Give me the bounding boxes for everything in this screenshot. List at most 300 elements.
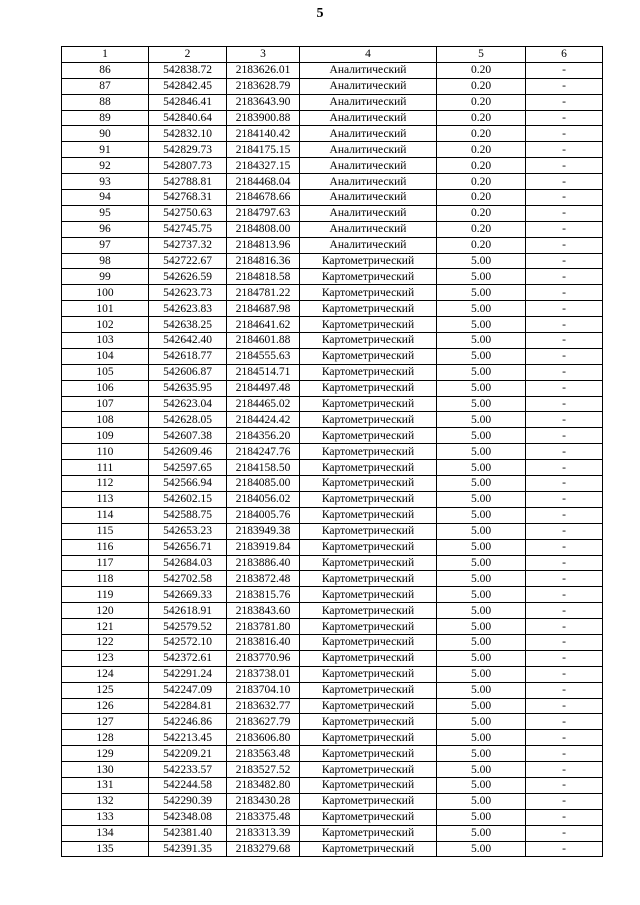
y-coordinate-cell: 2184056.02: [227, 491, 300, 507]
accuracy-cell: 0.20: [437, 190, 526, 206]
method-cell: Картометрический: [300, 619, 437, 635]
point-number-cell: 133: [62, 809, 149, 825]
note-cell: -: [526, 682, 603, 698]
accuracy-cell: 5.00: [437, 317, 526, 333]
table-header: [62, 47, 603, 63]
table-body: [62, 62, 603, 857]
x-coordinate-cell: 542233.57: [149, 762, 227, 778]
method-cell: Аналитический: [300, 126, 437, 142]
point-number-cell: 113: [62, 491, 149, 507]
note-cell: -: [526, 793, 603, 809]
x-coordinate-cell: 542247.09: [149, 682, 227, 698]
table-row: [62, 777, 603, 793]
note-cell: -: [526, 539, 603, 555]
table-row: [62, 730, 603, 746]
method-cell: Картометрический: [300, 666, 437, 682]
method-cell: Картометрический: [300, 809, 437, 825]
table-row: [62, 126, 603, 142]
accuracy-cell: 0.20: [437, 221, 526, 237]
accuracy-cell: 0.20: [437, 94, 526, 110]
x-coordinate-cell: 542566.94: [149, 476, 227, 492]
table-row: [62, 221, 603, 237]
header-cell-6: 6: [526, 47, 603, 63]
method-cell: Аналитический: [300, 158, 437, 174]
note-cell: -: [526, 714, 603, 730]
x-coordinate-cell: 542684.03: [149, 555, 227, 571]
accuracy-cell: 5.00: [437, 746, 526, 762]
point-number-cell: 129: [62, 746, 149, 762]
accuracy-cell: 5.00: [437, 333, 526, 349]
note-cell: -: [526, 221, 603, 237]
method-cell: Картометрический: [300, 746, 437, 762]
accuracy-cell: 5.00: [437, 301, 526, 317]
table-row: [62, 78, 603, 94]
method-cell: Картометрический: [300, 317, 437, 333]
y-coordinate-cell: 2183430.28: [227, 793, 300, 809]
y-coordinate-cell: 2183816.40: [227, 634, 300, 650]
point-number-cell: 118: [62, 571, 149, 587]
point-number-cell: 116: [62, 539, 149, 555]
table-row: [62, 301, 603, 317]
table-row: [62, 110, 603, 126]
note-cell: -: [526, 746, 603, 762]
accuracy-cell: 5.00: [437, 396, 526, 412]
header-cell-3: 3: [227, 47, 300, 63]
note-cell: -: [526, 333, 603, 349]
point-number-cell: 132: [62, 793, 149, 809]
y-coordinate-cell: 2183919.84: [227, 539, 300, 555]
method-cell: Картометрический: [300, 714, 437, 730]
header-row: [62, 47, 603, 63]
point-number-cell: 90: [62, 126, 149, 142]
y-coordinate-cell: 2183843.60: [227, 603, 300, 619]
x-coordinate-cell: 542642.40: [149, 333, 227, 349]
table-row: [62, 762, 603, 778]
x-coordinate-cell: 542829.73: [149, 142, 227, 158]
table-row: [62, 333, 603, 349]
note-cell: -: [526, 634, 603, 650]
x-coordinate-cell: 542213.45: [149, 730, 227, 746]
point-number-cell: 115: [62, 523, 149, 539]
table-row: [62, 793, 603, 809]
point-number-cell: 102: [62, 317, 149, 333]
note-cell: -: [526, 650, 603, 666]
x-coordinate-cell: 542722.67: [149, 253, 227, 269]
table-row: [62, 190, 603, 206]
table-row: [62, 666, 603, 682]
table-row: [62, 555, 603, 571]
table-row: [62, 142, 603, 158]
x-coordinate-cell: 542702.58: [149, 571, 227, 587]
x-coordinate-cell: 542290.39: [149, 793, 227, 809]
note-cell: -: [526, 94, 603, 110]
note-cell: -: [526, 301, 603, 317]
point-number-cell: 120: [62, 603, 149, 619]
note-cell: -: [526, 205, 603, 221]
method-cell: Картометрический: [300, 698, 437, 714]
table-row: [62, 746, 603, 762]
y-coordinate-cell: 2183872.48: [227, 571, 300, 587]
note-cell: -: [526, 126, 603, 142]
y-coordinate-cell: 2184356.20: [227, 428, 300, 444]
method-cell: Картометрический: [300, 650, 437, 666]
y-coordinate-cell: 2183815.76: [227, 587, 300, 603]
accuracy-cell: 5.00: [437, 539, 526, 555]
x-coordinate-cell: 542846.41: [149, 94, 227, 110]
method-cell: Картометрический: [300, 301, 437, 317]
accuracy-cell: 5.00: [437, 634, 526, 650]
method-cell: Аналитический: [300, 205, 437, 221]
table-row: [62, 412, 603, 428]
accuracy-cell: 5.00: [437, 444, 526, 460]
accuracy-cell: 5.00: [437, 825, 526, 841]
point-number-cell: 108: [62, 412, 149, 428]
y-coordinate-cell: 2184497.48: [227, 380, 300, 396]
point-number-cell: 126: [62, 698, 149, 714]
header-cell-5: 5: [437, 47, 526, 63]
point-number-cell: 88: [62, 94, 149, 110]
point-number-cell: 105: [62, 364, 149, 380]
method-cell: Картометрический: [300, 762, 437, 778]
y-coordinate-cell: 2183900.88: [227, 110, 300, 126]
note-cell: -: [526, 158, 603, 174]
accuracy-cell: 0.20: [437, 205, 526, 221]
accuracy-cell: 0.20: [437, 174, 526, 190]
y-coordinate-cell: 2184247.76: [227, 444, 300, 460]
table-row: [62, 285, 603, 301]
note-cell: -: [526, 730, 603, 746]
method-cell: Картометрический: [300, 364, 437, 380]
x-coordinate-cell: 542606.87: [149, 364, 227, 380]
point-number-cell: 107: [62, 396, 149, 412]
method-cell: Аналитический: [300, 94, 437, 110]
accuracy-cell: 5.00: [437, 698, 526, 714]
x-coordinate-cell: 542842.45: [149, 78, 227, 94]
y-coordinate-cell: 2184555.63: [227, 348, 300, 364]
method-cell: Картометрический: [300, 777, 437, 793]
x-coordinate-cell: 542623.73: [149, 285, 227, 301]
table-row: [62, 380, 603, 396]
x-coordinate-cell: 542737.32: [149, 237, 227, 253]
y-coordinate-cell: 2184085.00: [227, 476, 300, 492]
note-cell: -: [526, 380, 603, 396]
note-cell: -: [526, 62, 603, 78]
point-number-cell: 104: [62, 348, 149, 364]
method-cell: Картометрический: [300, 603, 437, 619]
y-coordinate-cell: 2183313.39: [227, 825, 300, 841]
accuracy-cell: 5.00: [437, 269, 526, 285]
x-coordinate-cell: 542291.24: [149, 666, 227, 682]
x-coordinate-cell: 542623.83: [149, 301, 227, 317]
y-coordinate-cell: 2183886.40: [227, 555, 300, 571]
x-coordinate-cell: 542209.21: [149, 746, 227, 762]
method-cell: Картометрический: [300, 460, 437, 476]
method-cell: Картометрический: [300, 507, 437, 523]
note-cell: -: [526, 603, 603, 619]
table-row: [62, 825, 603, 841]
coordinates-table: [61, 46, 603, 857]
method-cell: Аналитический: [300, 62, 437, 78]
y-coordinate-cell: 2183626.01: [227, 62, 300, 78]
y-coordinate-cell: 2184797.63: [227, 205, 300, 221]
point-number-cell: 112: [62, 476, 149, 492]
table-row: [62, 714, 603, 730]
point-number-cell: 109: [62, 428, 149, 444]
table-row: [62, 205, 603, 221]
x-coordinate-cell: 542381.40: [149, 825, 227, 841]
table-row: [62, 174, 603, 190]
y-coordinate-cell: 2183527.52: [227, 762, 300, 778]
accuracy-cell: 5.00: [437, 348, 526, 364]
method-cell: Аналитический: [300, 110, 437, 126]
note-cell: -: [526, 587, 603, 603]
note-cell: -: [526, 523, 603, 539]
accuracy-cell: 5.00: [437, 523, 526, 539]
x-coordinate-cell: 542372.61: [149, 650, 227, 666]
x-coordinate-cell: 542348.08: [149, 809, 227, 825]
method-cell: Аналитический: [300, 190, 437, 206]
method-cell: Картометрический: [300, 269, 437, 285]
point-number-cell: 117: [62, 555, 149, 571]
table-row: [62, 571, 603, 587]
x-coordinate-cell: 542656.71: [149, 539, 227, 555]
note-cell: -: [526, 428, 603, 444]
x-coordinate-cell: 542391.35: [149, 841, 227, 857]
table-row: [62, 698, 603, 714]
point-number-cell: 101: [62, 301, 149, 317]
point-number-cell: 99: [62, 269, 149, 285]
y-coordinate-cell: 2183606.80: [227, 730, 300, 746]
y-coordinate-cell: 2184175.15: [227, 142, 300, 158]
y-coordinate-cell: 2183704.10: [227, 682, 300, 698]
x-coordinate-cell: 542246.86: [149, 714, 227, 730]
note-cell: -: [526, 142, 603, 158]
y-coordinate-cell: 2183375.48: [227, 809, 300, 825]
y-coordinate-cell: 2184327.15: [227, 158, 300, 174]
table-row: [62, 809, 603, 825]
note-cell: -: [526, 174, 603, 190]
table-row: [62, 650, 603, 666]
table-row: [62, 269, 603, 285]
note-cell: -: [526, 190, 603, 206]
y-coordinate-cell: 2184813.96: [227, 237, 300, 253]
accuracy-cell: 0.20: [437, 158, 526, 174]
x-coordinate-cell: 542572.10: [149, 634, 227, 650]
point-number-cell: 130: [62, 762, 149, 778]
x-coordinate-cell: 542628.05: [149, 412, 227, 428]
header-cell-1: 1: [62, 47, 149, 63]
table-row: [62, 444, 603, 460]
x-coordinate-cell: 542626.59: [149, 269, 227, 285]
note-cell: -: [526, 396, 603, 412]
point-number-cell: 124: [62, 666, 149, 682]
accuracy-cell: 5.00: [437, 555, 526, 571]
y-coordinate-cell: 2184687.98: [227, 301, 300, 317]
x-coordinate-cell: 542638.25: [149, 317, 227, 333]
note-cell: -: [526, 762, 603, 778]
point-number-cell: 103: [62, 333, 149, 349]
x-coordinate-cell: 542597.65: [149, 460, 227, 476]
x-coordinate-cell: 542768.31: [149, 190, 227, 206]
accuracy-cell: 5.00: [437, 460, 526, 476]
note-cell: -: [526, 348, 603, 364]
accuracy-cell: 5.00: [437, 253, 526, 269]
point-number-cell: 106: [62, 380, 149, 396]
table-row: [62, 237, 603, 253]
accuracy-cell: 5.00: [437, 428, 526, 444]
method-cell: Аналитический: [300, 237, 437, 253]
table-row: [62, 460, 603, 476]
table-row: [62, 94, 603, 110]
method-cell: Картометрический: [300, 444, 437, 460]
table-row: [62, 428, 603, 444]
y-coordinate-cell: 2184005.76: [227, 507, 300, 523]
accuracy-cell: 0.20: [437, 126, 526, 142]
point-number-cell: 87: [62, 78, 149, 94]
page-number: 5: [316, 6, 324, 21]
table-row: [62, 396, 603, 412]
point-number-cell: 125: [62, 682, 149, 698]
method-cell: Картометрический: [300, 793, 437, 809]
x-coordinate-cell: 542588.75: [149, 507, 227, 523]
y-coordinate-cell: 2183949.38: [227, 523, 300, 539]
point-number-cell: 92: [62, 158, 149, 174]
point-number-cell: 127: [62, 714, 149, 730]
point-number-cell: 95: [62, 205, 149, 221]
x-coordinate-cell: 542579.52: [149, 619, 227, 635]
accuracy-cell: 5.00: [437, 762, 526, 778]
y-coordinate-cell: 2183632.77: [227, 698, 300, 714]
y-coordinate-cell: 2184465.02: [227, 396, 300, 412]
x-coordinate-cell: 542788.81: [149, 174, 227, 190]
point-number-cell: 96: [62, 221, 149, 237]
method-cell: Картометрический: [300, 730, 437, 746]
method-cell: Картометрический: [300, 285, 437, 301]
table-row: [62, 62, 603, 78]
table-row: [62, 158, 603, 174]
point-number-cell: 123: [62, 650, 149, 666]
method-cell: Картометрический: [300, 380, 437, 396]
y-coordinate-cell: 2184468.04: [227, 174, 300, 190]
note-cell: -: [526, 78, 603, 94]
method-cell: Картометрический: [300, 841, 437, 857]
point-number-cell: 119: [62, 587, 149, 603]
accuracy-cell: 5.00: [437, 491, 526, 507]
note-cell: -: [526, 698, 603, 714]
y-coordinate-cell: 2184641.62: [227, 317, 300, 333]
accuracy-cell: 0.20: [437, 78, 526, 94]
note-cell: -: [526, 317, 603, 333]
y-coordinate-cell: 2184601.88: [227, 333, 300, 349]
y-coordinate-cell: 2183738.01: [227, 666, 300, 682]
x-coordinate-cell: 542607.38: [149, 428, 227, 444]
table-row: [62, 539, 603, 555]
table-row: [62, 476, 603, 492]
note-cell: -: [526, 825, 603, 841]
accuracy-cell: 5.00: [437, 777, 526, 793]
point-number-cell: 94: [62, 190, 149, 206]
note-cell: -: [526, 841, 603, 857]
header-cell-2: 2: [149, 47, 227, 63]
y-coordinate-cell: 2184781.22: [227, 285, 300, 301]
accuracy-cell: 5.00: [437, 841, 526, 857]
note-cell: -: [526, 619, 603, 635]
note-cell: -: [526, 460, 603, 476]
method-cell: Картометрический: [300, 634, 437, 650]
method-cell: Картометрический: [300, 396, 437, 412]
note-cell: -: [526, 253, 603, 269]
note-cell: -: [526, 285, 603, 301]
y-coordinate-cell: 2183781.80: [227, 619, 300, 635]
x-coordinate-cell: 542832.10: [149, 126, 227, 142]
table-row: [62, 364, 603, 380]
table-row: [62, 634, 603, 650]
y-coordinate-cell: 2183482.80: [227, 777, 300, 793]
y-coordinate-cell: 2183627.79: [227, 714, 300, 730]
accuracy-cell: 0.20: [437, 110, 526, 126]
point-number-cell: 135: [62, 841, 149, 857]
table-row: [62, 603, 603, 619]
x-coordinate-cell: 542807.73: [149, 158, 227, 174]
note-cell: -: [526, 444, 603, 460]
x-coordinate-cell: 542623.04: [149, 396, 227, 412]
y-coordinate-cell: 2184816.36: [227, 253, 300, 269]
note-cell: -: [526, 364, 603, 380]
point-number-cell: 131: [62, 777, 149, 793]
accuracy-cell: 5.00: [437, 412, 526, 428]
method-cell: Картометрический: [300, 539, 437, 555]
note-cell: -: [526, 269, 603, 285]
y-coordinate-cell: 2183643.90: [227, 94, 300, 110]
method-cell: Картометрический: [300, 348, 437, 364]
method-cell: Аналитический: [300, 221, 437, 237]
point-number-cell: 134: [62, 825, 149, 841]
x-coordinate-cell: 542244.58: [149, 777, 227, 793]
y-coordinate-cell: 2183628.79: [227, 78, 300, 94]
table-row: [62, 253, 603, 269]
point-number-cell: 114: [62, 507, 149, 523]
note-cell: -: [526, 571, 603, 587]
note-cell: -: [526, 777, 603, 793]
accuracy-cell: 5.00: [437, 730, 526, 746]
accuracy-cell: 5.00: [437, 714, 526, 730]
method-cell: Картометрический: [300, 571, 437, 587]
table-row: [62, 619, 603, 635]
x-coordinate-cell: 542750.63: [149, 205, 227, 221]
x-coordinate-cell: 542618.77: [149, 348, 227, 364]
method-cell: Аналитический: [300, 142, 437, 158]
note-cell: -: [526, 412, 603, 428]
y-coordinate-cell: 2184514.71: [227, 364, 300, 380]
method-cell: Аналитический: [300, 174, 437, 190]
accuracy-cell: 5.00: [437, 507, 526, 523]
note-cell: -: [526, 809, 603, 825]
accuracy-cell: 5.00: [437, 587, 526, 603]
y-coordinate-cell: 2183770.96: [227, 650, 300, 666]
x-coordinate-cell: 542618.91: [149, 603, 227, 619]
accuracy-cell: 0.20: [437, 237, 526, 253]
method-cell: Картометрический: [300, 491, 437, 507]
note-cell: -: [526, 110, 603, 126]
y-coordinate-cell: 2183279.68: [227, 841, 300, 857]
y-coordinate-cell: 2184808.00: [227, 221, 300, 237]
point-number-cell: 93: [62, 174, 149, 190]
y-coordinate-cell: 2184158.50: [227, 460, 300, 476]
table-row: [62, 317, 603, 333]
accuracy-cell: 5.00: [437, 619, 526, 635]
method-cell: Картометрический: [300, 825, 437, 841]
point-number-cell: 121: [62, 619, 149, 635]
